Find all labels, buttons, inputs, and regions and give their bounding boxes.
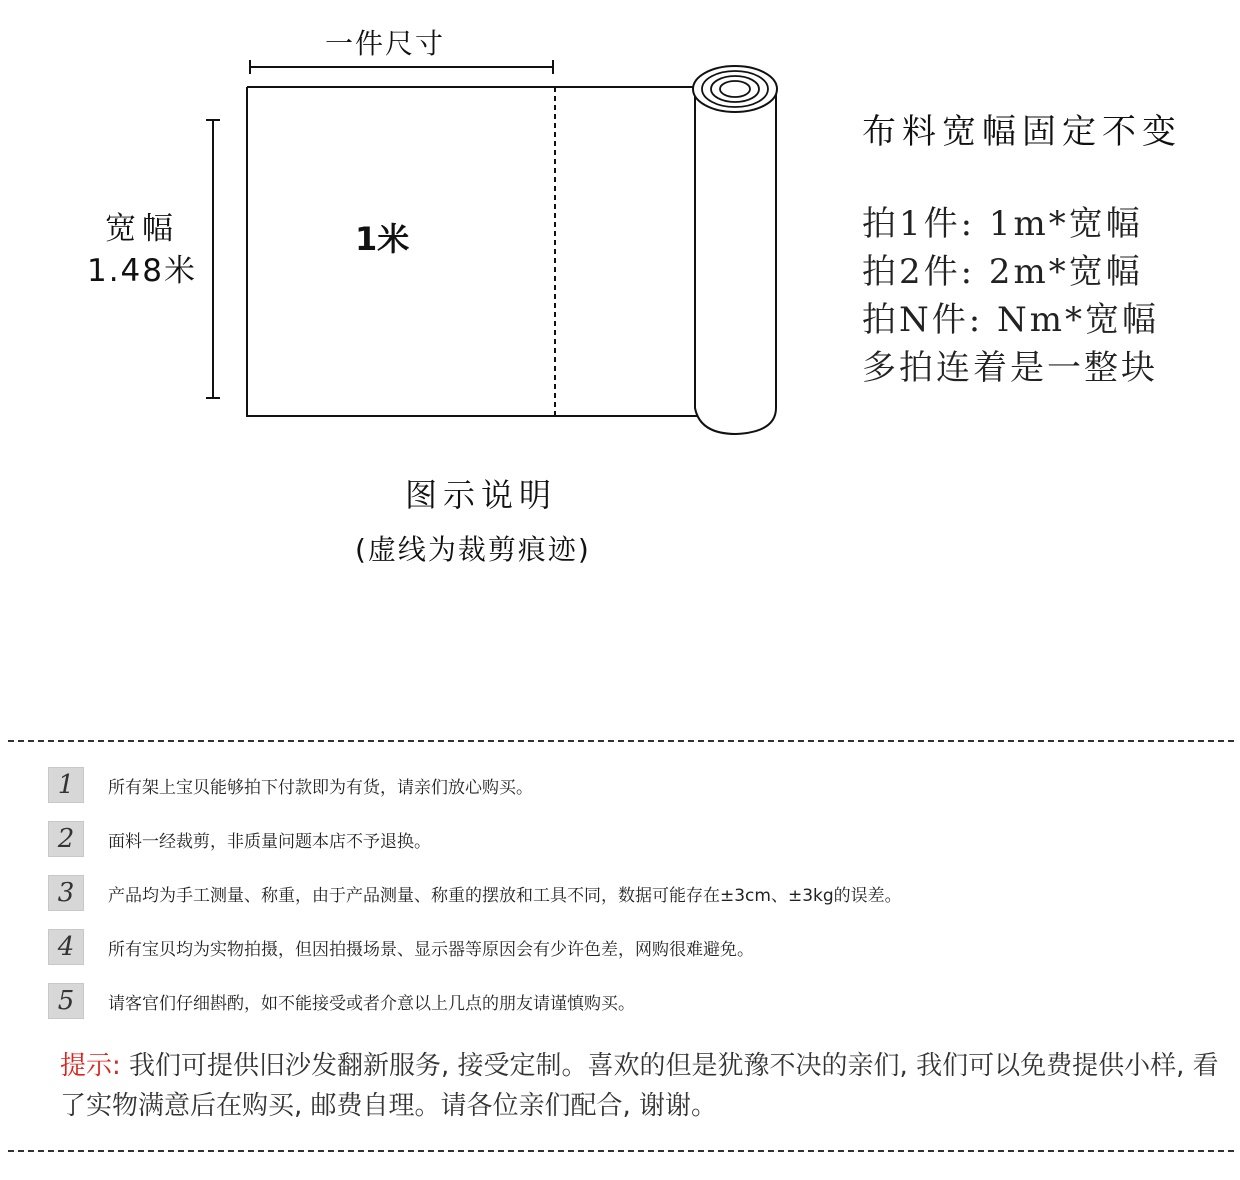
note-item [48, 812, 1218, 866]
note-item [48, 758, 1218, 812]
piece-size-label: 一件尺寸 [325, 27, 446, 60]
purchase-rule: 拍2件: 2m*宽幅 [862, 252, 1143, 292]
purchase-rules-list [862, 200, 1159, 392]
purchase-rule: 拍1件: 1m*宽幅 [862, 204, 1143, 244]
top-dashed-divider [8, 740, 1234, 742]
tip-label: 提示: [60, 1051, 121, 1081]
tip-paragraph [60, 1046, 1220, 1126]
note-number-badge: 4 [48, 929, 84, 965]
length-label: 1米 [355, 220, 410, 258]
width-label [72, 208, 212, 292]
width-label-line1: 宽幅 [105, 211, 179, 247]
note-number-badge: 1 [48, 767, 84, 803]
tip-text: 我们可提供旧沙发翻新服务, 接受定制。喜欢的但是犹豫不决的亲们, 我们可以免费提供小样, 看了实物满意后在购买, 邮费自理。请各位亲们配合, 谢谢。 [60, 1051, 1219, 1121]
note-text: 面料一经裁剪，非质量问题本店不予退换。 [108, 831, 431, 852]
note-number-badge: 5 [48, 983, 84, 1019]
piece-size-dimension-line [250, 60, 553, 74]
note-number-badge: 2 [48, 821, 84, 857]
note-item [48, 866, 1218, 920]
bottom-dashed-divider [8, 1150, 1234, 1152]
fixed-width-title: 布料宽幅固定不变 [862, 112, 1182, 152]
note-text: 产品均为手工测量、称重，由于产品测量、称重的摆放和工具不同，数据可能存在±3cm、±3kg的误差。 [108, 885, 902, 906]
purchase-rule: 多拍连着是一整块 [862, 348, 1158, 388]
note-text: 所有宝贝均为实物拍摄，但因拍摄场景、显示器等原因会有少许色差，网购很难避免。 [108, 939, 754, 960]
fabric-sheet-outline [247, 87, 700, 416]
note-number-badge: 3 [48, 875, 84, 911]
width-label-line2: 1.48米 [86, 253, 198, 289]
fabric-roll-end-icon [693, 66, 777, 112]
purchase-rule: 拍N件: Nm*宽幅 [862, 300, 1160, 340]
note-item [48, 920, 1218, 974]
note-text: 请客官们仔细斟酌，如不能接受或者介意以上几点的朋友请谨慎购买。 [108, 993, 635, 1014]
note-item [48, 974, 1218, 1028]
notes-list [48, 758, 1218, 1028]
diagram-caption-subtitle: (虚线为裁剪痕迹) [355, 533, 591, 566]
note-text: 所有架上宝贝能够拍下付款即为有货，请亲们放心购买。 [108, 777, 533, 798]
fabric-roll-body [695, 90, 776, 434]
diagram-caption-title: 图示说明 [405, 476, 558, 514]
